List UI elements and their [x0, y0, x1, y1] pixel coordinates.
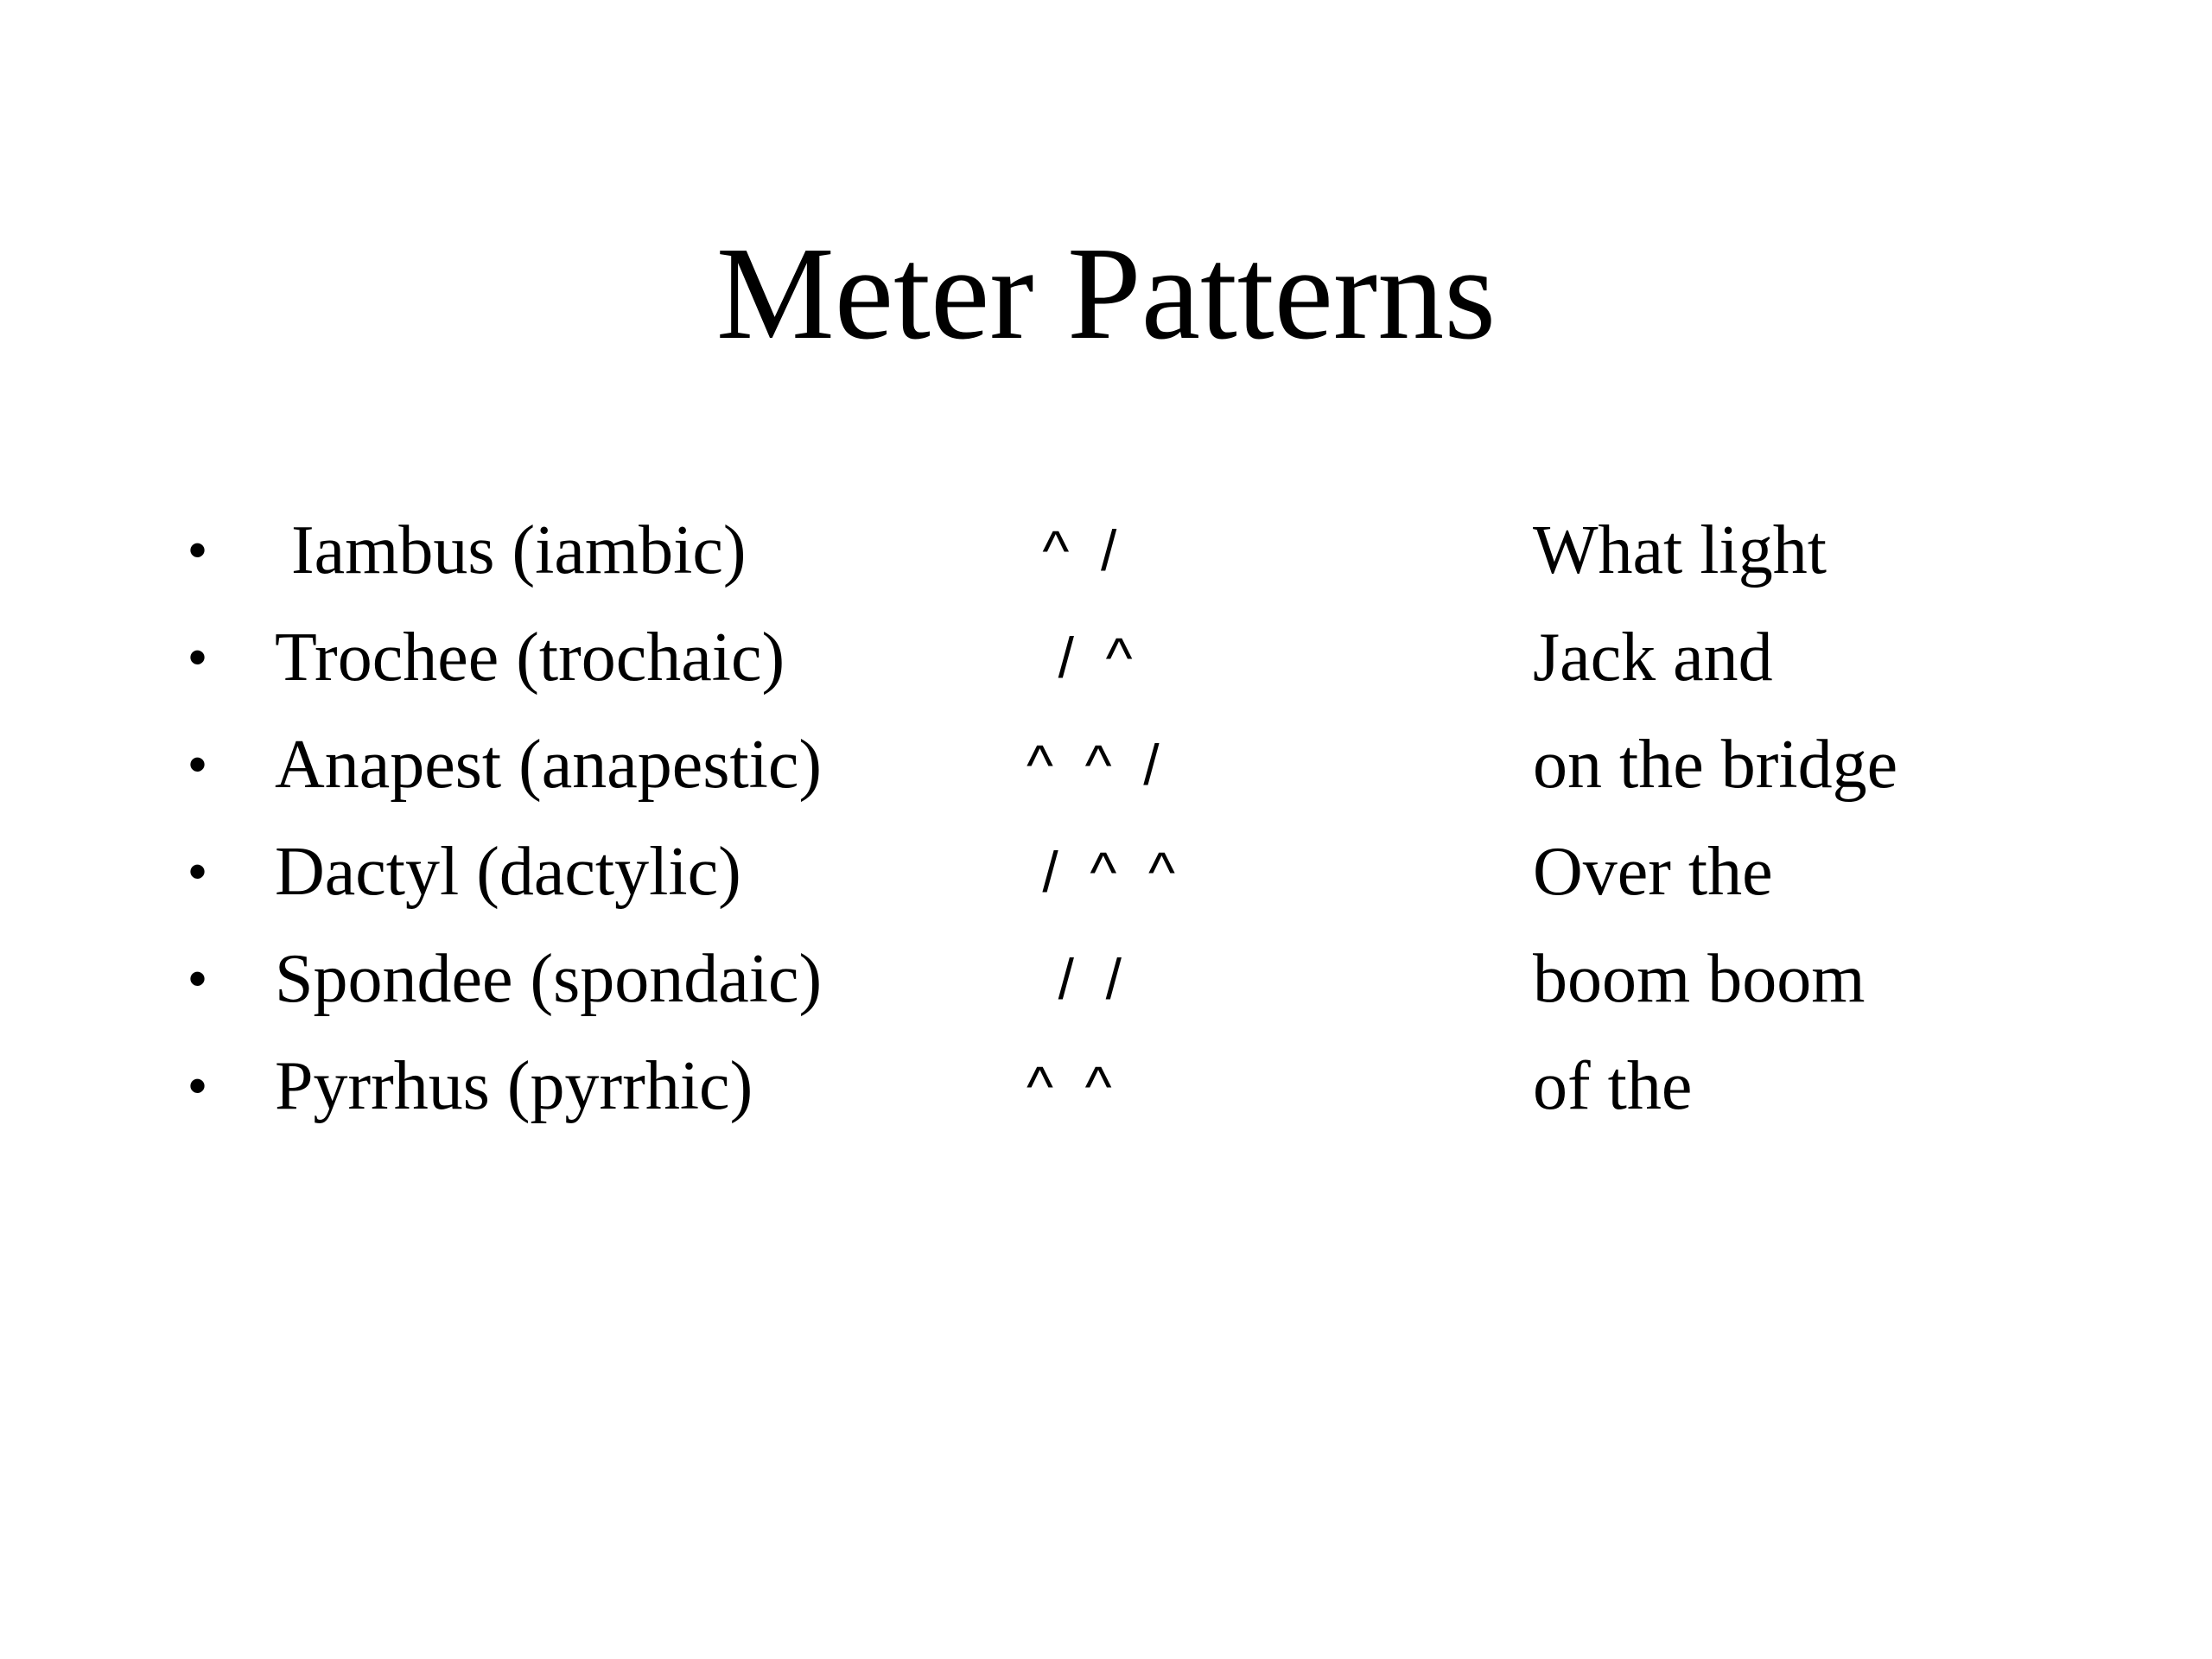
bullet-icon: •: [188, 521, 207, 579]
list-item: [0, 497, 2212, 604]
list-item: [0, 604, 2212, 711]
bullet-icon: •: [188, 735, 207, 793]
example-words: Jack and: [1533, 620, 1773, 696]
example-words: What light: [1533, 512, 1827, 588]
stress-pattern: / ^: [1027, 626, 1133, 690]
meter-name: Iambus (iambic): [291, 512, 747, 588]
example-words: Over the: [1533, 834, 1773, 910]
stress-pattern: / /: [1027, 947, 1122, 1011]
stress-pattern: / ^ ^: [1027, 840, 1175, 904]
bullet-icon: •: [188, 628, 207, 686]
meter-name: Trochee (trochaic): [275, 620, 785, 696]
meter-name: Spondee (spondaic): [275, 941, 823, 1017]
list-item: [0, 818, 2212, 925]
stress-pattern: ^ ^: [1027, 1054, 1112, 1118]
meter-name: Pyrrhus (pyrrhic): [275, 1048, 753, 1124]
list-item: [0, 1033, 2212, 1140]
meter-list: [0, 497, 2212, 1140]
list-item: [0, 925, 2212, 1033]
bullet-icon: •: [188, 950, 207, 1007]
bullet-icon: •: [188, 842, 207, 900]
example-words: on the bridge: [1533, 727, 1898, 803]
example-words: of the: [1533, 1048, 1693, 1124]
meter-name: Anapest (anapestic): [275, 727, 823, 803]
stress-pattern: ^ ^ /: [1027, 733, 1160, 797]
meter-name: Dactyl (dactylic): [275, 834, 741, 910]
slide-title: Meter Patterns: [715, 220, 1497, 367]
bullet-icon: •: [188, 1057, 207, 1115]
example-words: boom boom: [1533, 941, 1866, 1017]
stress-pattern: ^ /: [1027, 518, 1117, 582]
list-item: [0, 711, 2212, 818]
